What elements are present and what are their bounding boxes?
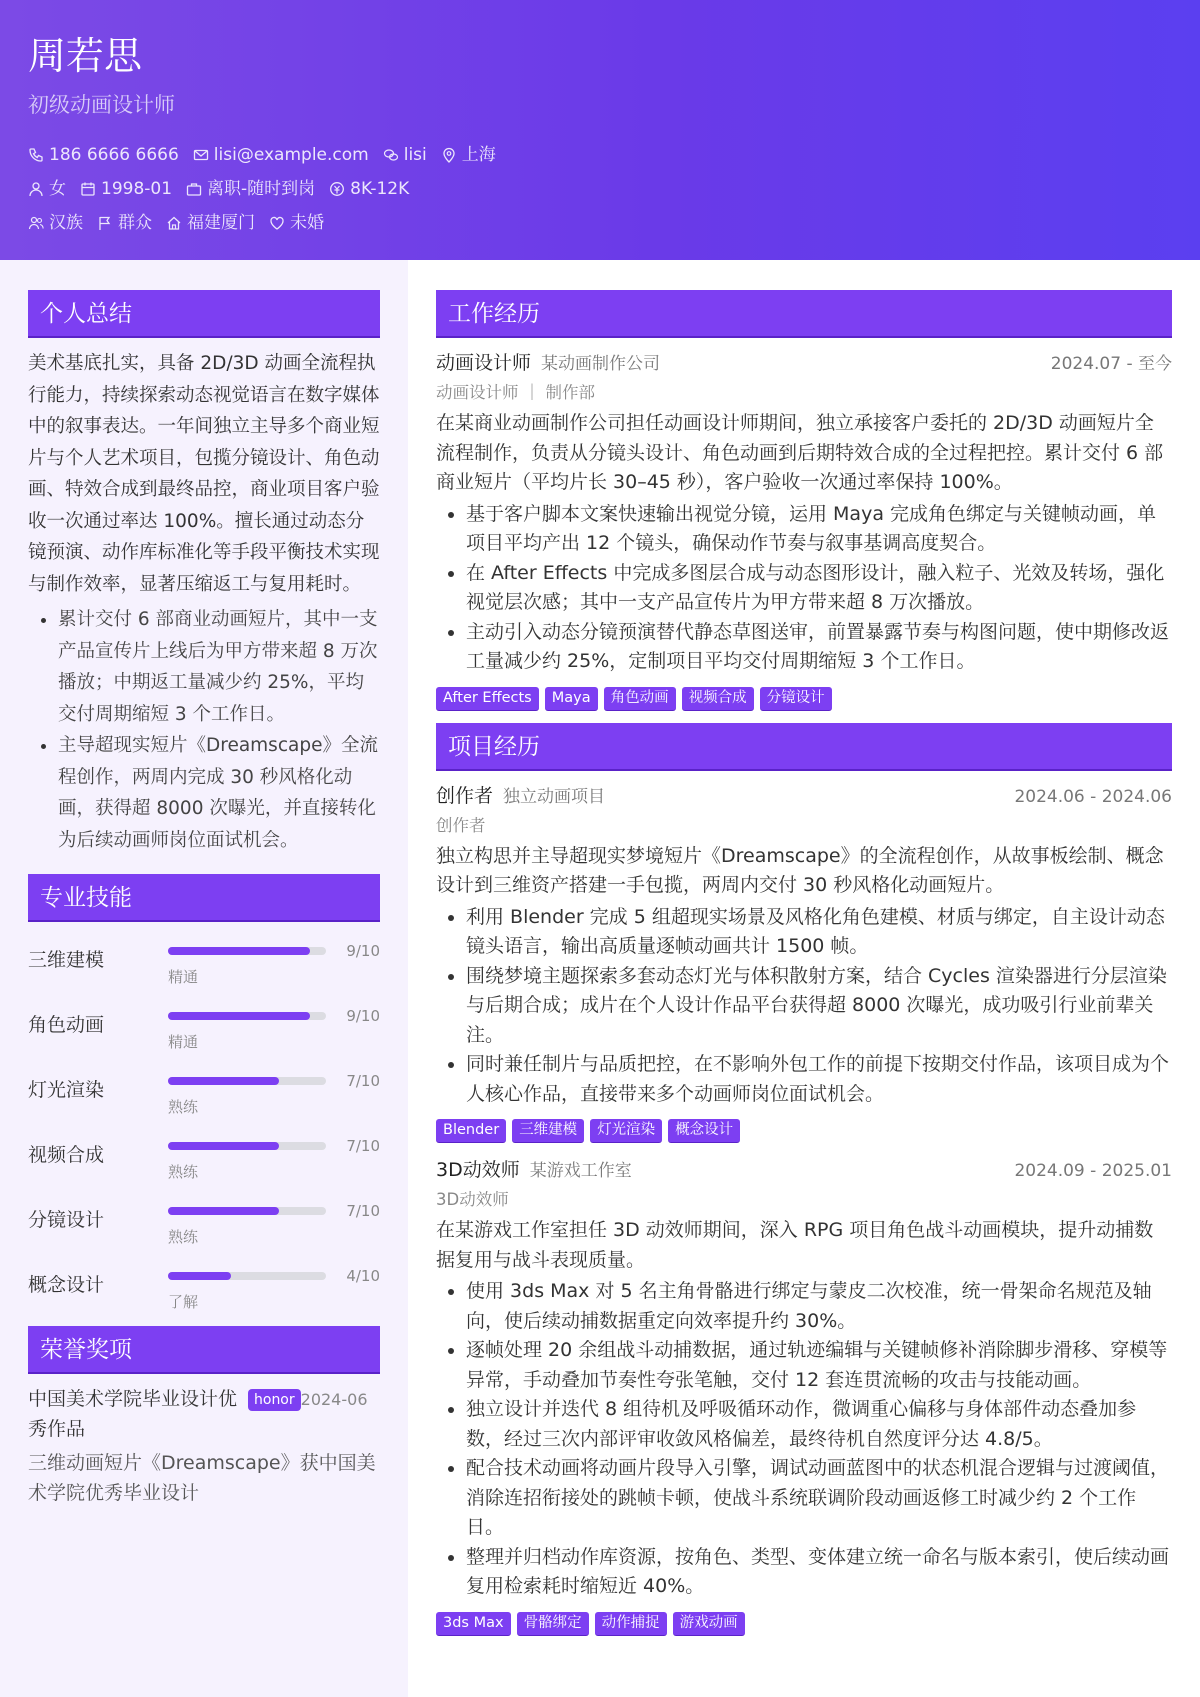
briefcase-icon xyxy=(186,181,202,197)
info-item xyxy=(97,206,152,240)
skill-meter xyxy=(168,1192,380,1247)
skill-tag: 分镜设计 xyxy=(760,687,832,711)
skill-tag: 视频合成 xyxy=(682,687,754,711)
heart-icon xyxy=(269,215,285,231)
info-text: lisi xyxy=(403,145,427,165)
entry-description: 独立构思并主导超现实梦境短片《Dreamscape》的全流程创作，从故事板绘制、概念设计到三维资产搭建一手包揽，两周内交付 30 秒风格化动画短片。 xyxy=(436,844,1164,896)
info-text: 福建厦门 xyxy=(187,213,255,233)
info-item xyxy=(28,138,179,172)
resume-header xyxy=(0,0,1200,260)
list-item: • 基于客户脚本文案快速输出视觉分镜，运用 Maya 完成角色绑定与关键帧动画，单项目平均产出 12 个镜头，确保动作节奏与叙事基调高度契合。 xyxy=(466,500,1172,559)
skill-tag: Maya xyxy=(545,687,598,711)
skill-name: 角色动画 xyxy=(28,1014,105,1036)
skill-bar-fill xyxy=(168,947,310,955)
skill-tag: 概念设计 xyxy=(668,1119,740,1143)
entry-tags xyxy=(436,1612,1172,1636)
list-item: • 同时兼任制片与品质把控，在不影响外包工作的前提下按期交付作品，该项目成为个人核心作品，直接带来多个动画师岗位面试机会。 xyxy=(466,1050,1172,1109)
skill-score: 7/10 xyxy=(346,1137,380,1155)
entry-description: 在某游戏工作室担任 3D 动效师期间，深入 RPG 项目角色战斗动画模块，提升动捕数据复用与战斗表现质量。 xyxy=(436,1219,1154,1271)
skill-meter xyxy=(168,1127,380,1182)
skill-name: 视频合成 xyxy=(28,1144,105,1166)
entry-subtitle: 创作者 xyxy=(436,815,486,835)
experience-entry xyxy=(436,781,1172,1144)
skill-bar-fill xyxy=(168,1207,279,1215)
skill-score: 7/10 xyxy=(346,1072,380,1090)
skill-name: 概念设计 xyxy=(28,1274,105,1296)
work-heading: 工作经历 xyxy=(436,290,1172,338)
background-line xyxy=(28,206,1172,240)
info-text: 群众 xyxy=(118,213,152,233)
entry-organization: 某游戏工作室 xyxy=(529,1161,632,1181)
info-item xyxy=(166,206,255,240)
list-item: • 利用 Blender 完成 5 组超现实场景及风格化角色建模、材质与绑定，自主设计动态镜头语言，输出高质量逐帧动画共计 1500 帧。 xyxy=(466,903,1172,962)
info-text: 1998-01 xyxy=(101,179,173,199)
list-item: • 配合技术动画将动画片段导入引擎，调试动画蓝图中的状态机混合逻辑与过渡阈值，消除连招衔接处的跳帧卡顿，使战斗系统联调阶段动画返修工时减少约 2 个工作日。 xyxy=(466,1454,1172,1543)
resume-body xyxy=(0,260,1200,1697)
info-text: 8K-12K xyxy=(350,179,410,199)
people-icon xyxy=(28,215,44,231)
skill-tag: 游戏动画 xyxy=(673,1612,745,1636)
skill-row xyxy=(28,1257,380,1322)
skill-meter xyxy=(168,1062,380,1117)
entry-role: 3D动效师 xyxy=(436,1159,520,1181)
entry-subtitle: 3D动效师 xyxy=(436,1190,509,1209)
info-item xyxy=(383,138,427,172)
skill-tag: 骨骼绑定 xyxy=(517,1612,589,1636)
skill-tag: 灯光渲染 xyxy=(590,1119,662,1143)
info-item xyxy=(441,138,496,172)
entry-bullets xyxy=(436,1277,1172,1602)
list-item: • 累计交付 6 部商业动画短片，其中一支产品宣传片上线后为甲方带来超 8 万次播放；中期返工量减少约 25%，平均交付周期缩短 3 个工作日。 xyxy=(58,604,380,730)
info-item xyxy=(28,206,83,240)
entry-bullets xyxy=(436,903,1172,1110)
calendar-icon xyxy=(80,181,96,197)
left-column xyxy=(0,260,408,1697)
list-item: • 整理并归档动作库资源，按角色、类型、变体建立统一命名与版本索引，使后续动画复用检索耗时缩短近 40%。 xyxy=(466,1543,1172,1602)
skill-level: 熟练 xyxy=(168,1098,199,1116)
skill-row xyxy=(28,1127,380,1192)
honor-date: 2024-06 xyxy=(300,1390,368,1409)
info-item xyxy=(28,172,66,206)
skill-row xyxy=(28,932,380,997)
list-item: • 主动引入动态分镜预演替代静态草图送审，前置暴露节奏与构图问题，使中期修改返工量减少约 25%，定制项目平均交付周期缩短 3 个工作日。 xyxy=(466,618,1172,677)
skill-level: 精通 xyxy=(168,968,199,986)
info-text: 未婚 xyxy=(290,213,324,233)
phone-icon xyxy=(28,147,44,163)
skill-row xyxy=(28,1192,380,1257)
list-item: • 逐帧处理 20 余组战斗动捕数据，通过轨迹编辑与关键帧修补消除脚步滑移、穿模等异常，手动叠加节奏性夸张笔触，交付 12 套连贯流畅的攻击与技能动画。 xyxy=(466,1336,1172,1395)
skill-bar-fill xyxy=(168,1077,279,1085)
right-column xyxy=(408,260,1200,1697)
skill-score: 9/10 xyxy=(346,942,380,960)
summary-heading: 个人总结 xyxy=(28,290,380,338)
skill-row xyxy=(28,1062,380,1127)
info-item xyxy=(186,172,315,206)
list-item: • 使用 3ds Max 对 5 名主角骨骼进行绑定与蒙皮二次校准，统一骨架命名规范及轴向，使后续动捕数据重定向效率提升约 30%。 xyxy=(466,1277,1172,1336)
honor-description: 三维动画短片《Dreamscape》获中国美术学院优秀毕业设计 xyxy=(28,1452,376,1504)
home-icon xyxy=(166,215,182,231)
skill-tag: 三维建模 xyxy=(512,1119,584,1143)
skill-tag: 动作捕捉 xyxy=(595,1612,667,1636)
experience-entry xyxy=(436,348,1172,711)
skill-score: 9/10 xyxy=(346,1007,380,1025)
skill-meter xyxy=(168,997,380,1052)
list-item: • 独立设计并迭代 8 组待机及呼吸循环动作，微调重心偏移与身体部件动态叠加参数，经过三次内部评审收敛风格偏差，最终待机自然度评分达 4.8/5。 xyxy=(466,1395,1172,1454)
info-text: 186 6666 6666 xyxy=(49,145,179,165)
skill-row xyxy=(28,997,380,1062)
flag-icon xyxy=(97,215,113,231)
work-list xyxy=(436,348,1172,711)
skill-tag: 角色动画 xyxy=(604,687,676,711)
mail-icon xyxy=(193,147,209,163)
skill-score: 4/10 xyxy=(346,1267,380,1285)
project-list xyxy=(436,781,1172,1636)
projects-heading: 项目经历 xyxy=(436,723,1172,771)
skill-meter xyxy=(168,932,380,987)
skill-name: 灯光渲染 xyxy=(28,1079,105,1101)
candidate-title: 初级动画设计师 xyxy=(28,93,175,117)
summary-bullets xyxy=(28,604,380,856)
experience-entry xyxy=(436,1155,1172,1636)
list-item: • 围绕梦境主题探索多套动态灯光与体积散射方案，结合 Cycles 渲染器进行分层渲染与后期合成；成片在个人设计作品平台获得超 8000 次曝光，成功吸引行业前辈关注。 xyxy=(466,962,1172,1051)
entry-tags xyxy=(436,1119,1172,1143)
entry-role: 创作者 xyxy=(436,784,494,807)
skill-name: 分镜设计 xyxy=(28,1209,105,1231)
salary-icon xyxy=(329,181,345,197)
entry-tags xyxy=(436,687,1172,711)
info-item xyxy=(269,206,324,240)
entry-organization: 独立动画项目 xyxy=(503,786,606,807)
entry-date: 2024.07 - 至今 xyxy=(1050,354,1172,374)
personal-line xyxy=(28,172,1172,206)
contact-line xyxy=(28,138,1172,172)
honor-badge: honor xyxy=(248,1389,301,1411)
entry-description: 在某商业动画制作公司担任动画设计师期间，独立承接客户委托的 2D/3D 动画短片全流程制作，负责从分镜头设计、角色动画到后期特效合成的全过程把控。累计交付 6 部商业短片（平均片长 30–45 秒），客户验收一次通过率保持 100%。 xyxy=(436,412,1164,493)
skill-bar-fill xyxy=(168,1142,279,1150)
info-text: 女 xyxy=(49,179,66,199)
skill-level: 精通 xyxy=(168,1033,199,1051)
info-text: 上海 xyxy=(461,145,496,165)
candidate-name: 周若思 xyxy=(28,34,143,78)
skill-tag: After Effects xyxy=(436,687,539,711)
skill-level: 熟练 xyxy=(168,1163,199,1181)
user-icon xyxy=(28,181,44,197)
skill-tag: Blender xyxy=(436,1119,506,1143)
entry-subtitle: 动画设计师 ｜ 制作部 xyxy=(436,383,595,402)
summary-text: 美术基底扎实，具备 2D/3D 动画全流程执行能力，持续探索动态视觉语言在数字媒体中的叙事表达。一年间独立主导多个商业短片与个人艺术项目，包揽分镜设计、角色动画、特效合成到最终品控，商业项目客户验收一次通过率达 100%。擅长通过动态分镜预演、动作库标准化等手段平衡技术实现与制作效率，显著压缩返工与复用耗时。 xyxy=(28,353,380,595)
skill-name: 三维建模 xyxy=(28,949,105,971)
wechat-icon xyxy=(383,147,399,163)
honor-name: 中国美术学院毕业设计优秀作品 xyxy=(28,1388,238,1440)
skill-bar-fill xyxy=(168,1012,310,1020)
info-text: 离职-随时到岗 xyxy=(207,179,316,199)
honor-entry xyxy=(28,1384,380,1444)
entry-date: 2024.06 - 2024.06 xyxy=(1014,786,1172,807)
skill-bar-track xyxy=(168,947,326,955)
skill-bar-track xyxy=(168,1012,326,1020)
skills-list xyxy=(28,932,380,1322)
entry-date: 2024.09 - 2025.01 xyxy=(1014,1161,1172,1181)
skill-meter xyxy=(168,1257,380,1312)
list-item: • 主导超现实短片《Dreamscape》全流程创作，两周内完成 30 秒风格化动画，获得超 8000 次曝光，并直接转化为后续动画师岗位面试机会。 xyxy=(58,730,380,856)
skill-bar-track xyxy=(168,1272,326,1280)
skill-bar-fill xyxy=(168,1272,231,1280)
skill-tag: 3ds Max xyxy=(436,1612,511,1636)
skill-level: 了解 xyxy=(168,1293,199,1311)
info-item xyxy=(193,138,369,172)
skill-score: 7/10 xyxy=(346,1202,380,1220)
info-item xyxy=(329,172,409,206)
honors-heading: 荣誉奖项 xyxy=(28,1326,380,1374)
list-item: • 在 After Effects 中完成多图层合成与动态图形设计，融入粒子、光效及转场，强化视觉层次感；其中一支产品宣传片为甲方带来超 8 万次播放。 xyxy=(466,559,1172,618)
entry-bullets xyxy=(436,500,1172,677)
entry-organization: 某动画制作公司 xyxy=(541,354,661,374)
skills-heading: 专业技能 xyxy=(28,874,380,922)
skill-bar-track xyxy=(168,1142,326,1150)
info-text: lisi@example.com xyxy=(213,145,369,165)
skill-level: 熟练 xyxy=(168,1228,199,1246)
entry-role: 动画设计师 xyxy=(436,352,532,374)
skill-bar-track xyxy=(168,1077,326,1085)
info-text: 汉族 xyxy=(49,213,83,233)
info-item xyxy=(80,172,172,206)
location-icon xyxy=(441,147,457,163)
skill-bar-track xyxy=(168,1207,326,1215)
